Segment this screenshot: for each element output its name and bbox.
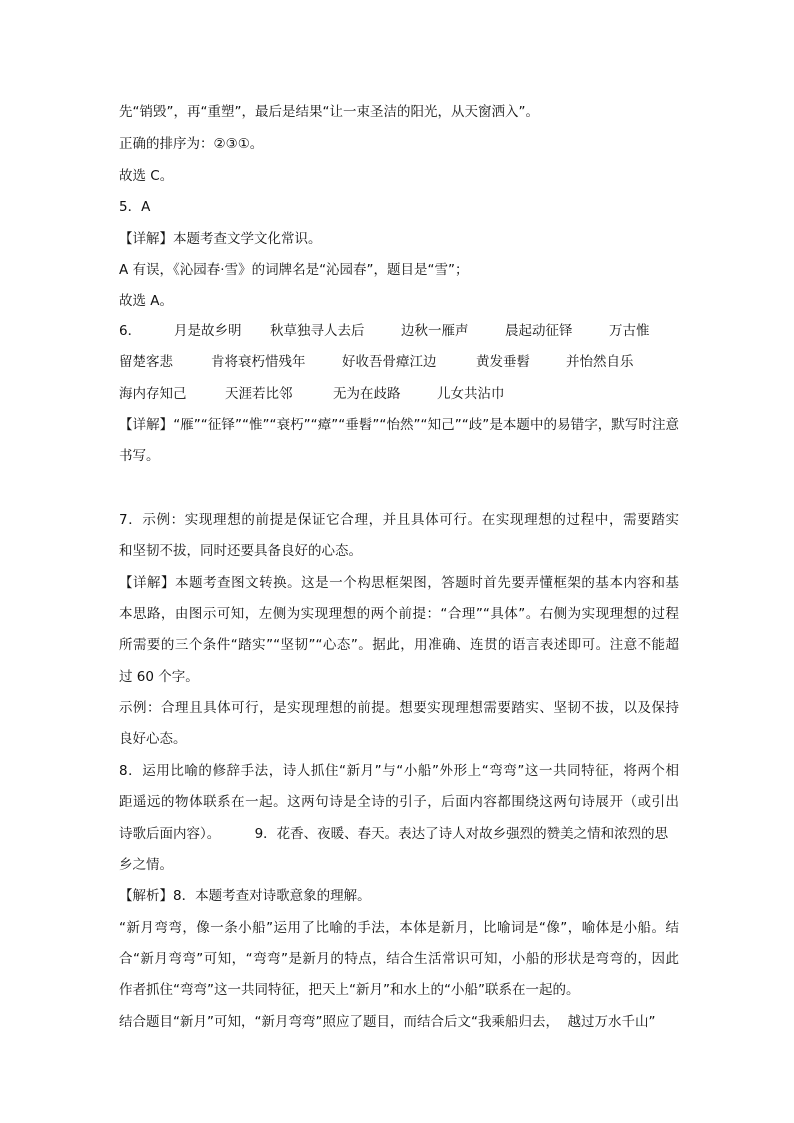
answer-8: 8．运用比喻的修辞手法，诗人抓住“新月”与“小船”外形上“弯弯”这一共同特征，将两个相 — [119, 763, 679, 779]
text-line-18: 良好心态。 — [119, 731, 187, 747]
q6-blank: 月是故乡明 — [174, 323, 242, 339]
text-line-16: 过 60 个字。 — [119, 669, 199, 685]
text-line-20: 距遥远的物体联系在一起。这两句诗是全诗的引子，后面内容都围绕这两句诗展开（或引出 — [119, 794, 679, 810]
text-line-22: 乡之情。 — [119, 857, 173, 873]
text-line-26: 作者抓住“弯弯”这一共同特征，把天上“新月”和水上的“小船”联系在一起的。 — [119, 982, 580, 998]
q6-blank: 黄发垂髫 — [476, 354, 530, 370]
text-line-17: 示例：合理且具体可行，是实现理想的前提。想要实现理想需要踏实、坚韧不拔，以及保持 — [119, 700, 679, 716]
text-line-2: 正确的排序为：②③①。 — [119, 136, 264, 152]
text-line-23: 【解析】8．本题考查对诗歌意象的理解。 — [119, 888, 371, 904]
text-line-27: 结合题目“新月”可知，“新月弯弯”照应了题目，而结合后文“我乘船归去， 越过万水千山” — [119, 1014, 656, 1030]
q6-blank: 边秋一雁声 — [401, 323, 469, 339]
q6-blank: 秋草独寻人去后 — [270, 323, 365, 339]
q6-blank: 留楚客悲 — [119, 354, 173, 370]
q6-blank: 万古惟 — [609, 323, 650, 339]
text-line-25: 合“新月弯弯”可知，“弯弯”是新月的特点，结合生活常识可知，小船的形状是弯弯的，因此 — [119, 951, 679, 967]
q6-number: 6． — [119, 323, 142, 339]
answer-7: 7．示例：实现理想的前提是保证它合理，并且具体可行。在实现理想的过程中，需要踏实 — [119, 512, 679, 528]
text-line-15: 所需要的三个条件“踏实”“坚韧”“心态”。据此，用准确、连贯的语言表述即可。注意不能超 — [119, 637, 679, 653]
q6-row-2 — [119, 352, 656, 372]
q6-blank: 晨起动征铎 — [505, 323, 573, 339]
q6-blank: 肯将衰朽惜残年 — [211, 354, 306, 370]
text-line-13: 【详解】本题考查图文转换。这是一个构思框架图，答题时首先要弄懂框架的基本内容和基 — [119, 575, 679, 591]
text-line-9: 【详解】“雁”“征铎”“惟”“衰朽”“瘴”“垂髫”“怡然”“知己”“歧”是本题中的易错字，默写时注意 — [119, 417, 679, 433]
text-line-12: 和坚韧不拔，同时还要具备良好的心态。 — [119, 543, 362, 559]
q6-blank: 并怡然自乐 — [566, 354, 634, 370]
q6-blank: 无为在歧路 — [333, 386, 401, 402]
q6-blank: 海内存知己 — [119, 386, 187, 402]
q6-row-1 — [119, 321, 669, 341]
q6-blank: 好收吾骨瘴江边 — [342, 354, 437, 370]
q6-blank: 儿女共沾巾 — [437, 386, 505, 402]
text-line-1: 先“销毁”，再“重塑”，最后是结果“让一束圣洁的阳光，从天窗洒入”。 — [119, 104, 539, 120]
q6-blank: 天涯若比邻 — [225, 386, 293, 402]
text-line-10: 书写。 — [119, 448, 160, 464]
text-line-5: 【详解】本题考查文学文化常识。 — [119, 231, 322, 247]
text-line-14: 本思路，由图示可知，左侧为实现理想的两个前提：“合理”“具体”。右侧为实现理想的过程 — [119, 606, 679, 622]
q6-row-3 — [119, 384, 527, 404]
answer-5: 5．A — [119, 199, 151, 215]
text-line-24: “新月弯弯，像一条小船”运用了比喻的手法，本体是新月，比喻词是“像”，喻体是小船。结 — [119, 920, 679, 936]
text-line-7: 故选 A。 — [119, 293, 174, 309]
text-line-3: 故选 C。 — [119, 168, 174, 184]
answer-9: 诗歌后面内容）。 9．花香、夜暖、春天。表达了诗人对故乡强烈的赞美之情和浓烈的思 — [119, 826, 669, 842]
text-line-6: A 有误，《沁园春·雪》的词牌名是“沁园春”，题目是“雪”； — [119, 262, 469, 278]
